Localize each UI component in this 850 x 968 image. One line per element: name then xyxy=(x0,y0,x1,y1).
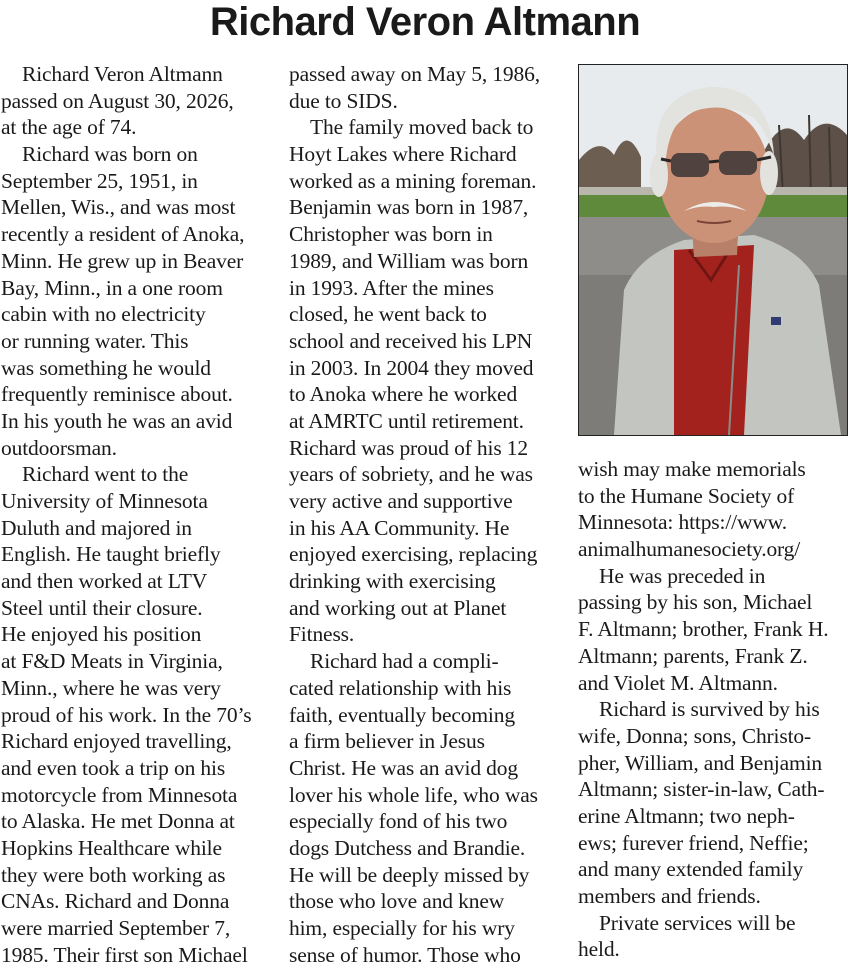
text-line: Richard was born on xyxy=(22,142,198,167)
text-line: dogs Dutchess and Brandie. xyxy=(289,835,526,860)
text-line: Benjamin was born in 1987, xyxy=(289,195,529,220)
text-line: to Anoka where he worked xyxy=(289,382,518,407)
text-line: him, especially for his wry xyxy=(289,916,515,940)
text-line: Minn. He grew up in Beaver xyxy=(1,248,244,273)
text-line: proud of his work. In the 70’s xyxy=(1,702,252,727)
text-line: Duluth and majored in xyxy=(1,515,192,540)
text-line: He will be deeply missed by xyxy=(289,862,530,887)
text-line: Richard Veron Altmann xyxy=(22,62,223,86)
text-line: Mellen, Wis., and was most xyxy=(1,195,236,220)
text-line: lover his whole life, who was xyxy=(289,782,538,807)
text-line: erine Altmann; two neph- xyxy=(578,803,795,828)
text-line: September 25, 1951, in xyxy=(1,168,198,193)
text-column-1 xyxy=(1,61,273,968)
text-line: in 1993. After the mines xyxy=(289,275,494,300)
text-line: He was preceded in xyxy=(599,563,766,588)
text-line: at the age of 74. xyxy=(1,115,137,140)
text-line: Private services will be xyxy=(599,910,796,935)
text-line: animalhumanesociety.org/ xyxy=(578,537,801,562)
text-column-3 xyxy=(578,456,850,963)
text-line: 1989, and William was born xyxy=(289,248,529,273)
text-line: worked as a mining foreman. xyxy=(289,168,537,193)
text-line: CNAs. Richard and Donna xyxy=(1,889,230,914)
text-line: English. He taught briefly xyxy=(1,542,221,567)
text-line: due to SIDS. xyxy=(289,88,398,113)
text-line: Minnesota: https://www. xyxy=(578,510,787,535)
text-line: school and received his LPN xyxy=(289,328,533,353)
text-line: motorcycle from Minnesota xyxy=(1,782,238,807)
text-line: at F&D Meats in Virginia, xyxy=(1,649,223,674)
text-line: Christopher was born in xyxy=(289,222,493,247)
text-line: Altmann; sister-in-law, Cath- xyxy=(578,777,825,802)
text-line: held. xyxy=(578,937,620,962)
text-line: Hopkins Healthcare while xyxy=(1,835,222,860)
text-line: Hoyt Lakes where Richard xyxy=(289,142,517,167)
text-line: to the Humane Society of xyxy=(578,483,795,508)
text-line: He enjoyed his position xyxy=(1,622,202,647)
text-line: Richard went to the xyxy=(22,462,189,487)
text-line: Fitness. xyxy=(289,622,355,647)
text-line: and many extended family xyxy=(578,857,804,882)
text-line: wife, Donna; sons, Christo- xyxy=(578,723,812,748)
text-line: at AMRTC until retirement. xyxy=(289,408,524,433)
text-line: Minn., where he was very xyxy=(1,675,221,700)
text-line: drinking with exercising xyxy=(289,569,496,594)
text-line: In his youth he was an avid xyxy=(1,408,233,433)
text-line: faith, eventually becoming xyxy=(289,702,515,727)
text-line: passing by his son, Michael xyxy=(578,590,813,615)
text-line: cabin with no electricity xyxy=(1,302,206,327)
text-line: Christ. He was an avid dog xyxy=(289,755,518,780)
text-line: The family moved back to xyxy=(310,115,534,140)
text-line: and working out at Planet xyxy=(289,595,507,620)
text-line: cated relationship with his xyxy=(289,675,512,700)
text-line: those who love and knew xyxy=(289,889,505,914)
text-line: enjoyed exercising, replacing xyxy=(289,542,538,567)
text-line: passed away on May 5, 1986, xyxy=(289,62,540,86)
portrait-photo xyxy=(578,64,848,436)
text-line: sense of humor. Those who xyxy=(289,942,521,967)
text-line: recently a resident of Anoka, xyxy=(1,222,245,247)
text-line: Steel until their closure. xyxy=(1,595,203,620)
text-line: 1985. Their first son Michael xyxy=(1,942,248,967)
text-line: and then worked at LTV xyxy=(1,569,208,594)
text-line: were married September 7, xyxy=(1,916,231,940)
text-line: members and friends. xyxy=(578,884,761,908)
text-line: closed, he went back to xyxy=(289,302,487,327)
text-line: ews; furever friend, Neffie; xyxy=(578,830,809,855)
text-line: Richard had a compli- xyxy=(310,649,499,674)
text-line: especially fond of his two xyxy=(289,809,508,834)
text-line: Bay, Minn., in a one room xyxy=(1,275,223,300)
text-line: they were both working as xyxy=(1,862,226,887)
text-line: Richard was proud of his 12 xyxy=(289,435,528,460)
obituary-title: Richard Veron Altmann xyxy=(209,0,641,44)
text-line: pher, William, and Benjamin xyxy=(578,750,823,775)
portrait-photo-icon xyxy=(579,65,847,435)
text-line: outdoorsman. xyxy=(1,435,117,460)
text-line: very active and supportive xyxy=(289,489,513,513)
text-line: passed on August 30, 2026, xyxy=(1,88,234,113)
text-line: F. Altmann; brother, Frank H. xyxy=(578,617,829,642)
text-line: frequently reminisce about. xyxy=(1,382,233,407)
text-line: in his AA Community. He xyxy=(289,515,510,540)
text-line: was something he would xyxy=(1,355,211,380)
text-column-2 xyxy=(289,61,561,968)
text-line: and even took a trip on his xyxy=(1,755,226,780)
text-line: Richard is survived by his xyxy=(599,697,820,722)
text-line: a firm believer in Jesus xyxy=(289,729,485,754)
text-line: Richard enjoyed travelling, xyxy=(1,729,232,754)
text-line: University of Minnesota xyxy=(1,489,208,513)
text-line: to Alaska. He met Donna at xyxy=(1,809,235,834)
text-line: years of sobriety, and he was xyxy=(289,462,533,487)
text-line: and Violet M. Altmann. xyxy=(578,670,778,695)
text-line: wish may make memorials xyxy=(578,457,806,481)
text-line: or running water. This xyxy=(1,328,189,353)
text-line: Altmann; parents, Frank Z. xyxy=(578,643,808,668)
text-line: in 2003. In 2004 they moved xyxy=(289,355,534,380)
